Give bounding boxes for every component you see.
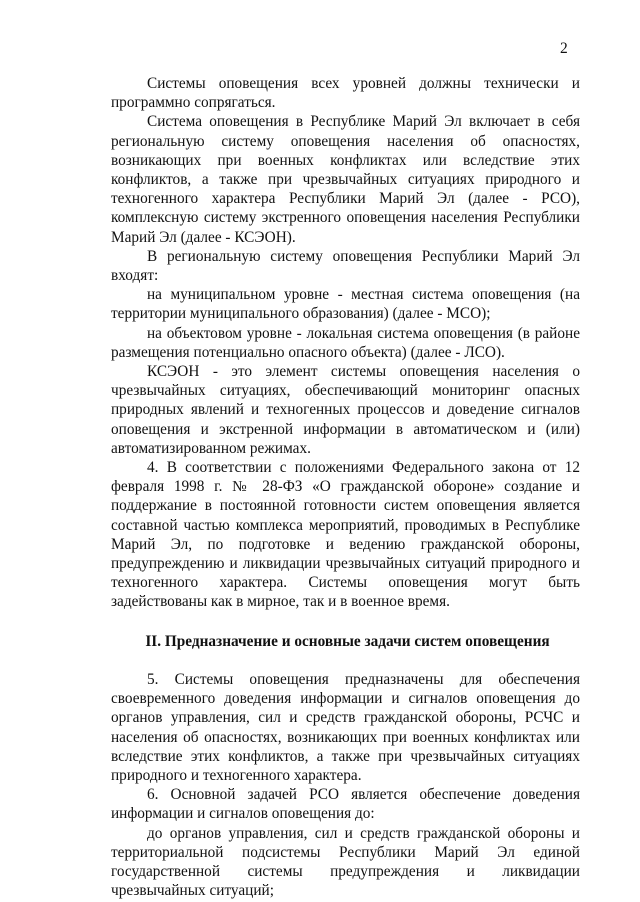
page-number: 2 [560,40,568,57]
section-heading: II. Предназначение и основные задачи систем оповещения [145,632,550,650]
paragraph: на муниципальном уровне - местная система оповещения (на территории муниципального образования) (далее - МСО); [111,286,580,323]
paragraph: КСЭОН - это элемент системы оповещения населения о чрезвычайных ситуациях, обеспечивающий мониторинг опасных природных явлений и техногенных процессов и доведение сигналов оповещения и экстренной информации в автоматическом и (или) автоматизированном режимах. [111,363,580,457]
paragraph: Система оповещения в Республике Марий Эл включает в себя региональную систему оповещения населения об опасностях, возникающих при военных конфликтах или вследствие этих конфликтов, а также при чрезвычайных ситуациях природного и техногенного характера Республики Марий Эл (далее - РСО), комплексную систему экстренного оповещения населения Республики Марий Эл (далее - КСЭОН). [111,113,580,246]
paragraph: до органов управления, сил и средств гражданской обороны и территориальной подсистемы Республики Марий Эл единой государственной системы предупреждения и ликвидации чрезвычайных ситуаций; [111,824,580,900]
paragraph: Системы оповещения всех уровней должны технически и программно сопрягаться. [111,75,580,112]
paragraph: 6. Основной задачей РСО является обеспечение доведения информации и сигналов оповещения до: [111,786,580,823]
paragraph: 4. В соответствии с положениями Федерального закона от 12 февраля 1998 г. № 28-ФЗ «О гражданской обороне» создание и поддержание в постоянной готовности систем оповещения является составной частью комплекса мероприятий, проводимых в Республике Марий Эл, по подготовке и ведению гражданской обороны, предупреждению и ликвидации чрезвычайных ситуаций природного и техногенного характера. Системы оповещения могут быть задействованы как в мирное, так и в военное время. [111,459,580,611]
paragraph: 5. Системы оповещения предназначены для обеспечения своевременного доведения информации и сигналов оповещения до органов управления, сил и средств гражданской обороны, РСЧС и населения об опасностях, возникающих при военных конфликтах или вследствие этих конфликтов, а также при чрезвычайных ситуациях природного и техногенного характера. [111,670,580,784]
paragraph: на объектовом уровне - локальная система оповещения (в районе размещения потенциально опасного объекта) (далее - ЛСО). [111,324,580,361]
paragraph: В региональную систему оповещения Республики Марий Эл входят: [111,247,580,285]
document-body [111,0,580,900]
